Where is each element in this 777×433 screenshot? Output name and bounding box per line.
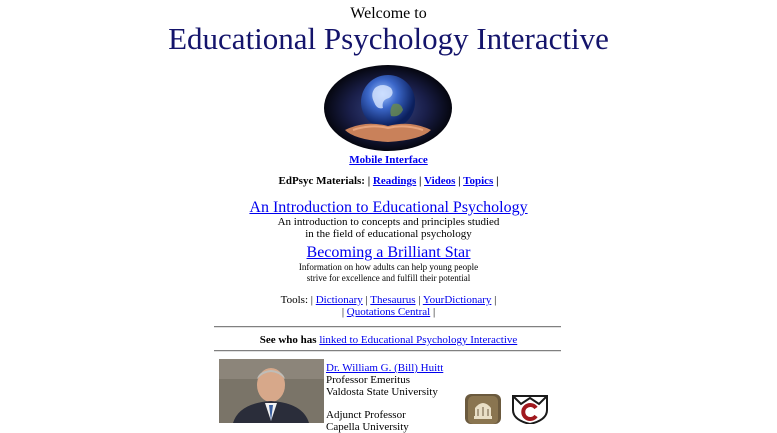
star-heading (0, 244, 777, 262)
see-who-label: See who has (259, 334, 317, 346)
star-desc-line2: strive for excellence and fulfill their potential (306, 273, 471, 283)
see-who-row (0, 334, 777, 346)
page-title: Educational Psychology Interactive (168, 21, 609, 56)
star-description (0, 262, 777, 284)
divider-bottom (214, 350, 561, 352)
quotations-central-link[interactable]: Quotations Central (346, 306, 431, 318)
thesaurus-link[interactable]: Thesaurus (370, 294, 416, 306)
tools-nav: Tools: | Dictionary | Thesaurus | YourDictionary | | Quotations Central | (280, 294, 497, 318)
author-photo (219, 359, 324, 423)
intro-desc-line2: in the field of educational psychology (305, 228, 472, 240)
tools-label: Tools: (280, 294, 309, 306)
intro-heading (0, 199, 777, 217)
capella-shield-logo (511, 394, 549, 424)
intro-edpsy-link[interactable]: An Introduction to Educational Psychology (249, 199, 528, 216)
readings-link[interactable]: Readings (372, 175, 417, 187)
author-title-1: Professor Emeritus (326, 374, 411, 386)
globe-hands-image (323, 64, 453, 152)
author-name-link[interactable]: Dr. William G. (Bill) Huitt (326, 362, 444, 374)
intro-description (0, 216, 777, 240)
dictionary-link[interactable]: Dictionary (315, 294, 363, 306)
materials-nav: EdPsyc Materials: | Readings | Videos | Topics | (278, 175, 499, 187)
linked-to-link[interactable]: linked to Educational Psychology Interactive (319, 334, 518, 346)
yourdictionary-link[interactable]: YourDictionary (422, 294, 492, 306)
videos-link[interactable]: Videos (424, 175, 456, 187)
mobile-interface-row (0, 154, 777, 166)
mobile-interface-link[interactable]: Mobile Interface (349, 154, 428, 166)
valdosta-logo (465, 394, 501, 424)
author-info (326, 362, 443, 433)
author-org-1: Valdosta State University (326, 386, 438, 398)
author-title-2: Adjunct Professor (326, 409, 406, 421)
divider-top (214, 326, 561, 328)
author-org-2: Capella University (326, 421, 409, 433)
welcome-text: Welcome to (350, 5, 427, 22)
brilliant-star-link[interactable]: Becoming a Brilliant Star (306, 244, 471, 261)
intro-desc-line1: An introduction to concepts and principles studied (277, 216, 500, 228)
star-desc-line1: Information on how adults can help young people (298, 262, 479, 272)
topics-link[interactable]: Topics (463, 175, 494, 187)
materials-label: EdPsyc Materials: (278, 175, 365, 187)
